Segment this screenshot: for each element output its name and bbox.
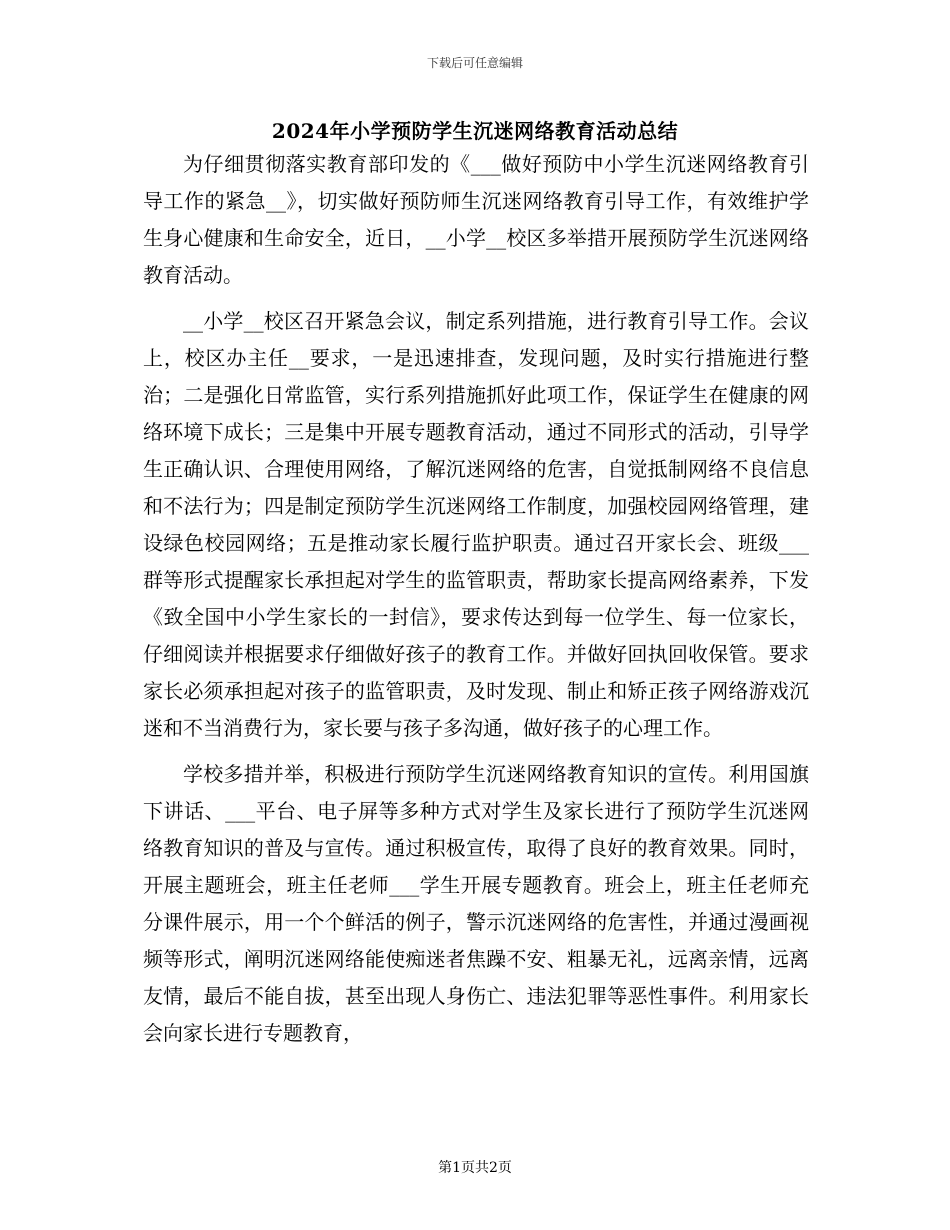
- document-title: 2024年小学预防学生沉迷网络教育活动总结: [271, 119, 679, 143]
- paragraph: 学校多措并举，积极进行预防学生沉迷网络教育知识的宣传。利用国旗下讲话、___平台、电子屏等多种方式对学生及家长进行了预防学生沉迷网络教育知识的普及与宣传。通过积极宣传，取得了良好的教育效果。同时，开展主题班会，班主任老师___学生开展专题教育。班会上，班主任老师充分课件展示，用一个个鲜活的例子，警示沉迷网络的危害性，并通过漫画视频等形式，阐明沉迷网络能使痴迷者焦躁不安、粗暴无礼，远离亲情，远离友情，最后不能自拔，甚至出现人身伤亡、违法犯罪等恶性事件。利用家长会向家长进行专题教育，: [143, 762, 809, 1045]
- page-indicator: 第1页共2页: [438, 1160, 512, 1176]
- document-body: [143, 146, 809, 1061]
- paragraph: 为仔细贯彻落实教育部印发的《___做好预防中小学生沉迷网络教育引导工作的紧急__》，切实做好预防师生沉迷网络教育引导工作，有效维护学生身心健康和生命安全，近日，__小学__校区多举措开展预防学生沉迷网络教育活动。: [143, 152, 809, 287]
- paragraph: __小学__校区召开紧急会议，制定系列措施，进行教育引导工作。会议上，校区办主任__要求，一是迅速排查，发现问题，及时实行措施进行整治；二是强化日常监管，实行系列措施抓好此项工作，保证学生在健康的网络环境下成长；三是集中开展专题教育活动，通过不同形式的活动，引导学生正确认识、合理使用网络，了解沉迷网络的危害，自觉抵制网络不良信息和不法行为；四是制定预防学生沉迷网络工作制度，加强校园网络管理，建设绿色校园网络；五是推动家长履行监护职责。通过召开家长会、班级___群等形式提醒家长承担起对学生的监管职责，帮助家长提高网络素养，下发《致全国中小学生家长的一封信》，要求传达到每一位学生、每一位家长，仔细阅读并根据要求仔细做好孩子的教育工作。并做好回执回收保管。要求家长必须承担起对孩子的监管职责，及时发现、制止和矫正孩子网络游戏沉迷和不当消费行为，家长要与孩子多沟通，做好孩子的心理工作。: [143, 309, 809, 740]
- header-note: 下载后可任意编辑: [426, 56, 523, 70]
